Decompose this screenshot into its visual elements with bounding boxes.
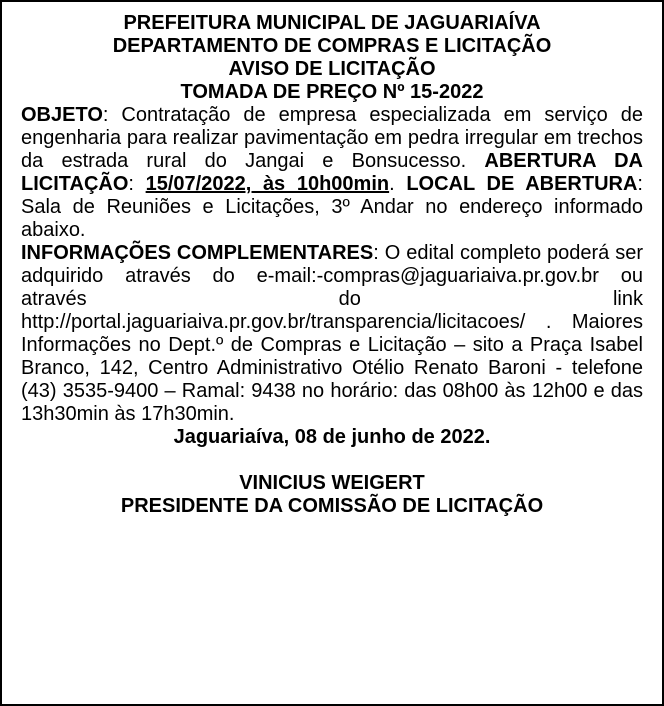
- notice-header: [21, 12, 643, 104]
- informacoes-text: : O edital completo poderá ser adquirido através do e-mail:-compras@jaguariaiva.pr.gov.br ou através do link http://portal.jaguariaiva.pr.gov.br/transparencia/licitacoes/ . Maiores Informações no Dept.º de Compras e Licitação – sito a Praça Isabel Branco, 142, Centro Administrativo Otélio Renato Baroni - telefone (43) 3535-9400 – Ramal: 9438 no horário: das 08h00 às 12h00 e das 13h30min às 17h30min.: [21, 242, 644, 425]
- abertura-date: 15/07/2022, às 10h00min: [145, 173, 390, 195]
- signature-name: VINICIUS WEIGERT: [239, 472, 425, 494]
- informacoes-paragraph: [21, 242, 643, 426]
- header-line-4: TOMADA DE PREÇO Nº 15-2022: [180, 81, 484, 103]
- objeto-paragraph: [21, 104, 643, 242]
- signature-title: PRESIDENTE DA COMISSÃO DE LICITAÇÃO: [120, 495, 544, 517]
- signature-block: [21, 472, 643, 518]
- blank-spacer: [21, 449, 643, 472]
- header-line-1: PREFEITURA MUNICIPAL DE JAGUARIAÍVA: [123, 12, 541, 34]
- objeto-text: : Contratação de empresa especializada em serviço de engenharia para realizar pavimentação em pedra irregular em trechos da estrada rural do Jangai e Bonsucesso.: [21, 104, 643, 172]
- local-label: LOCAL DE ABERTURA: [406, 173, 638, 195]
- informacoes-label: INFORMAÇÕES COMPLEMENTARES: [21, 242, 374, 264]
- header-line-2: DEPARTAMENTO DE COMPRAS E LICITAÇÃO: [112, 35, 552, 57]
- abertura-separator: :: [128, 173, 146, 195]
- local-separator: .: [389, 173, 407, 195]
- abertura-label: ABERTURA DA LICITAÇÃO: [21, 150, 643, 195]
- objeto-label: OBJETO: [21, 104, 103, 126]
- local-text: : Sala de Reuniões e Licitações, 3º Andar no endereço informado abaixo.: [21, 173, 643, 241]
- header-line-3: AVISO DE LICITAÇÃO: [228, 58, 436, 80]
- date-line: Jaguariaíva, 08 de junho de 2022.: [173, 426, 491, 448]
